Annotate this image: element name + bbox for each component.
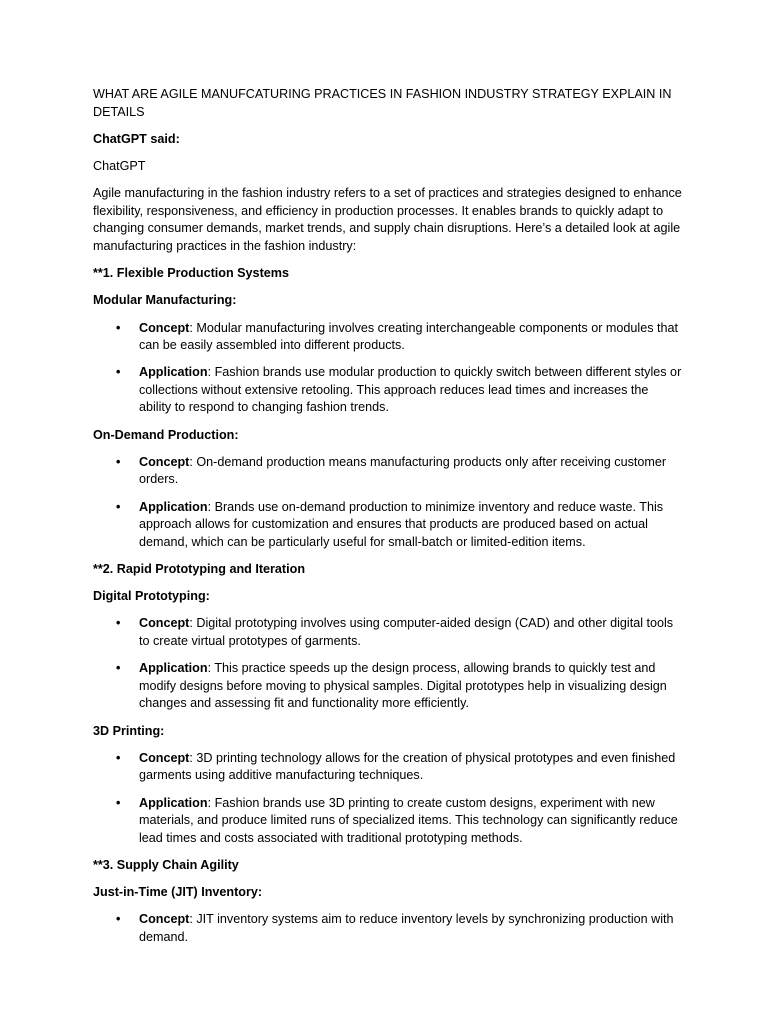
list-item bbox=[93, 320, 683, 355]
document-page bbox=[93, 86, 683, 956]
subsection-heading: Digital Prototyping: bbox=[93, 589, 210, 604]
item-text: : 3D printing technology allows for the creation of physical prototypes and even finished garments using additive manufacturing techniques. bbox=[139, 750, 676, 783]
section-heading: **3. Supply Chain Agility bbox=[93, 857, 239, 872]
bullet-icon: • bbox=[116, 912, 121, 927]
bullet-list bbox=[93, 615, 683, 713]
list-item bbox=[93, 615, 683, 650]
bullet-list bbox=[93, 454, 683, 552]
bullet-list bbox=[93, 750, 683, 848]
subsection-heading: 3D Printing: bbox=[93, 723, 165, 738]
section-heading: **2. Rapid Prototyping and Iteration bbox=[93, 562, 306, 576]
subsection-heading: Modular Manufacturing: bbox=[93, 293, 237, 308]
section-heading: **1. Flexible Production Systems bbox=[93, 266, 289, 281]
item-text: : Brands use on-demand production to minimize inventory and reduce waste. This approach allows for customization and ensures that products are produced based on actual demand, which can be particularly useful for small-batch or limited-edition items. bbox=[139, 499, 664, 549]
item-term: Application bbox=[139, 795, 208, 810]
item-term: Concept bbox=[139, 912, 190, 927]
list-item bbox=[93, 750, 683, 785]
bullet-icon: • bbox=[116, 454, 121, 469]
item-text: : Fashion brands use modular production to quickly switch between different styles or collections without extensive retooling. This approach reduces lead times and increases the ability to respond to changing fashion trends. bbox=[139, 365, 682, 415]
list-item bbox=[93, 795, 683, 848]
item-text: : This practice speeds up the design process, allowing brands to quickly test and modify designs before moving to physical samples. Digital prototypes help in visualizing design changes and assessing fit and functionality more efficiently. bbox=[139, 661, 667, 711]
list-item bbox=[93, 364, 683, 417]
item-term: Application bbox=[139, 365, 208, 380]
bullet-icon: • bbox=[116, 616, 121, 631]
list-item bbox=[93, 499, 683, 552]
bullet-icon: • bbox=[116, 320, 121, 335]
item-text: : Fashion brands use 3D printing to create custom designs, experiment with new materials, and produce limited runs of specialized items. This technology can significantly reduce lead times and costs associated with traditional prototyping methods. bbox=[139, 795, 678, 845]
intro-paragraph: Agile manufacturing in the fashion industry refers to a set of practices and strategies designed to enhance flexibility, responsiveness, and efficiency in production processes. It enables brands to quickly adapt to changing consumer demands, market trends, and supply chain disruptions. Here’s a detailed look at agile manufacturing practices in the fashion industry: bbox=[93, 186, 682, 253]
document-title: WHAT ARE AGILE MANUFCATURING PRACTICES IN FASHION INDUSTRY STRATEGY EXPLAIN IN DETAILS bbox=[93, 87, 672, 119]
bullet-icon: • bbox=[116, 795, 121, 810]
item-text: : On-demand production means manufacturing products only after receiving customer orders. bbox=[139, 454, 667, 487]
bullet-list bbox=[93, 320, 683, 418]
item-term: Application bbox=[139, 661, 208, 676]
bullet-icon: • bbox=[116, 499, 121, 514]
item-text: : JIT inventory systems aim to reduce inventory levels by synchronizing production with demand. bbox=[139, 912, 674, 944]
item-term: Application bbox=[139, 499, 208, 514]
subsection-heading: On-Demand Production: bbox=[93, 427, 239, 442]
bullet-icon: • bbox=[116, 365, 121, 380]
subsection-heading: Just-in-Time (JIT) Inventory: bbox=[93, 885, 263, 900]
bullet-list bbox=[93, 911, 683, 946]
speaker-heading: ChatGPT said: bbox=[93, 131, 180, 146]
list-item bbox=[93, 454, 683, 489]
item-text: : Digital prototyping involves using computer-aided design (CAD) and other digital tools to create virtual prototypes of garments. bbox=[139, 616, 674, 648]
bullet-icon: • bbox=[116, 661, 121, 676]
item-term: Concept bbox=[139, 454, 190, 469]
list-item bbox=[93, 911, 683, 946]
item-term: Concept bbox=[139, 616, 190, 631]
item-term: Concept bbox=[139, 320, 190, 335]
speaker-name: ChatGPT bbox=[93, 158, 146, 173]
bullet-icon: • bbox=[116, 750, 121, 765]
list-item bbox=[93, 660, 683, 713]
item-text: : Modular manufacturing involves creating interchangeable components or modules that can be easily assembled into different products. bbox=[139, 320, 679, 353]
item-term: Concept bbox=[139, 750, 190, 765]
